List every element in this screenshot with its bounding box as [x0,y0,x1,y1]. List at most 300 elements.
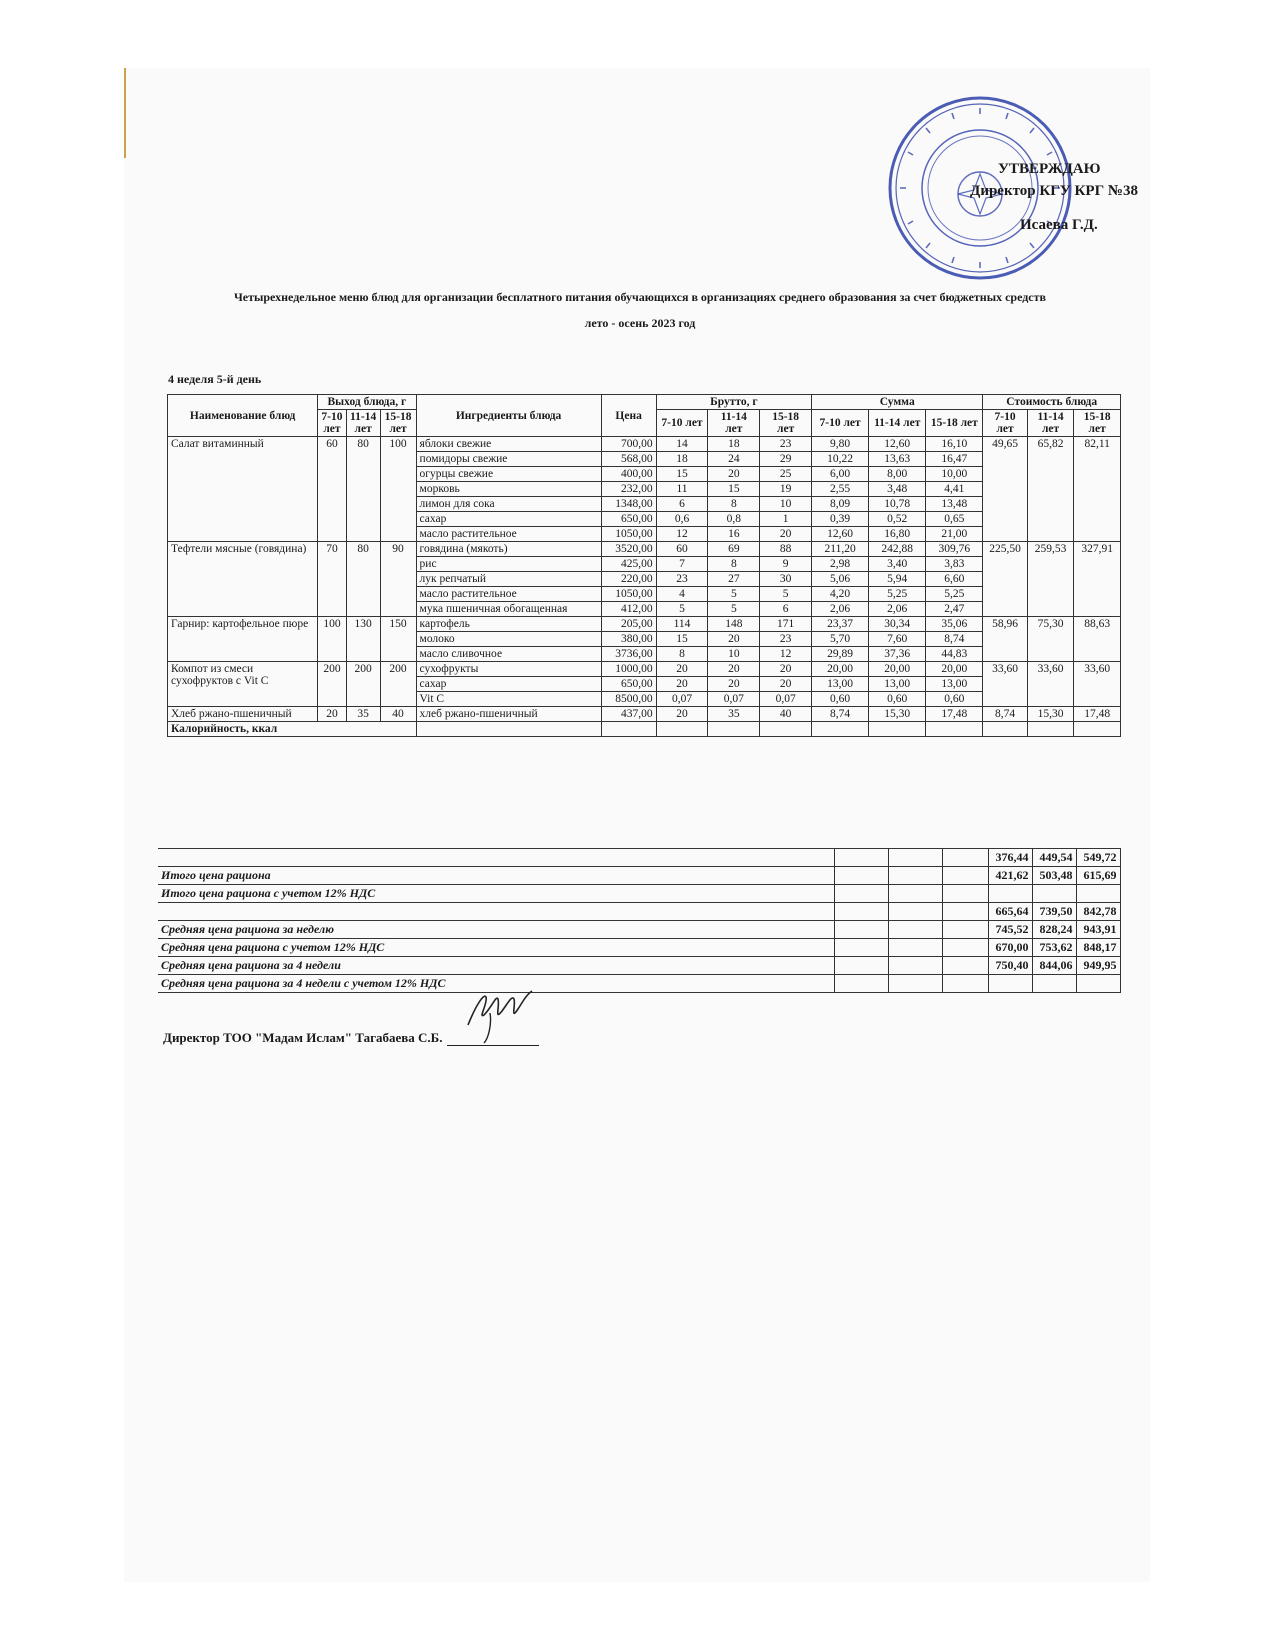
dish-cost: 33,60 [1074,662,1121,707]
ingredient-name: масло сливочное [416,647,601,662]
totals-empty [888,957,942,975]
dish-name: Гарнир: картофельное пюре [168,617,318,662]
ingredient-gross: 20 [656,677,708,692]
ingredient-sum: 2,98 [812,557,869,572]
dish-yield: 60 [318,437,347,542]
ingredient-gross: 20 [656,707,708,722]
col-ingredients: Ингредиенты блюда [416,395,601,437]
totals-empty [942,957,988,975]
dish-yield: 80 [346,437,380,542]
dish-name: Хлеб ржано-пшеничный [168,707,318,722]
totals-value: 739,50 [1032,903,1076,921]
dish-yield: 150 [380,617,416,662]
dish-cost: 33,60 [983,662,1027,707]
ingredient-gross: 0,07 [656,692,708,707]
ingredient-gross: 0,6 [656,512,708,527]
ingredient-sum: 21,00 [926,527,983,542]
ingredient-gross: 5 [656,602,708,617]
ingredient-sum: 4,41 [926,482,983,497]
ingredient-gross: 6 [656,497,708,512]
ingredient-sum: 12,60 [869,437,926,452]
ingredient-sum: 3,83 [926,557,983,572]
ingredient-name: масло растительное [416,587,601,602]
totals-value: 949,95 [1076,957,1120,975]
director-name: Директор ТОО "Мадам Ислам" Тагабаева С.Б. [163,1030,443,1045]
totals-label: Средняя цена рациона за неделю [158,921,834,939]
ingredient-name: помидоры свежие [416,452,601,467]
calories-cell [1074,722,1121,737]
ingredient-gross: 35 [708,707,760,722]
ingredient-gross: 14 [656,437,708,452]
col-age: 7-10 лет [983,410,1027,437]
dish-cost: 33,60 [1027,662,1074,707]
ingredient-sum: 6,60 [926,572,983,587]
dish-cost: 65,82 [1027,437,1074,542]
totals-empty [888,903,942,921]
ingredient-gross: 4 [656,587,708,602]
ingredient-sum: 13,48 [926,497,983,512]
ingredient-name: морковь [416,482,601,497]
ingredient-name: картофель [416,617,601,632]
col-age: 11-14 лет [1027,410,1074,437]
dish-name: Тефтели мясные (говядина) [168,542,318,617]
totals-label: Итого цена рациона [158,867,834,885]
ingredient-sum: 35,06 [926,617,983,632]
ingredient-price: 412,00 [601,602,656,617]
ingredient-gross: 5 [760,587,812,602]
totals-empty [888,939,942,957]
ingredient-gross: 12 [760,647,812,662]
col-age: 15-18 лет [380,410,416,437]
totals-label: Средняя цена рациона за 4 недели с учетом 12% НДС [158,975,834,993]
totals-value [1076,885,1120,903]
ingredient-name: лук репчатый [416,572,601,587]
totals-empty [834,867,888,885]
ingredient-sum: 0,60 [926,692,983,707]
dish-yield: 90 [380,542,416,617]
totals-row [158,849,1120,867]
ingredient-name: Vit C [416,692,601,707]
totals-label [158,903,834,921]
ingredient-gross: 20 [760,677,812,692]
col-age: 11-14 лет [708,410,760,437]
ingredient-price: 1050,00 [601,587,656,602]
totals-empty [834,939,888,957]
ingredient-sum: 5,25 [869,587,926,602]
ingredient-gross: 0,8 [708,512,760,527]
ingredient-name: мука пшеничная обогащенная [416,602,601,617]
ingredient-gross: 19 [760,482,812,497]
ingredient-name: огурцы свежие [416,467,601,482]
totals-empty [942,939,988,957]
ingredient-gross: 27 [708,572,760,587]
totals-empty [834,975,888,993]
calories-cell [601,722,656,737]
totals-empty [888,885,942,903]
signature-underline [447,1045,539,1046]
ingredient-sum: 15,30 [869,707,926,722]
table-row [168,707,1121,722]
ingredient-gross: 20 [656,662,708,677]
ingredient-gross: 9 [760,557,812,572]
dish-cost: 259,53 [1027,542,1074,617]
dish-cost: 15,30 [1027,707,1074,722]
ingredient-gross: 148 [708,617,760,632]
ingredient-price: 1050,00 [601,527,656,542]
totals-value: 449,54 [1032,849,1076,867]
ingredient-sum: 3,48 [869,482,926,497]
ingredient-gross: 40 [760,707,812,722]
col-age: 7-10 лет [812,410,869,437]
totals-value: 745,52 [988,921,1032,939]
totals-value: 665,64 [988,903,1032,921]
ingredient-gross: 0,07 [708,692,760,707]
dish-yield: 35 [346,707,380,722]
ingredient-gross: 5 [708,602,760,617]
ingredient-gross: 12 [656,527,708,542]
ingredient-sum: 16,47 [926,452,983,467]
ingredient-gross: 16 [708,527,760,542]
ingredient-sum: 13,00 [869,677,926,692]
week-day-label: 4 неделя 5-й день [168,372,262,386]
ingredient-gross: 8 [656,647,708,662]
ingredient-name: лимон для сока [416,497,601,512]
col-age: 15-18 лет [1074,410,1121,437]
totals-row [158,867,1120,885]
dish-cost: 75,30 [1027,617,1074,662]
ingredient-gross: 8 [708,557,760,572]
ingredient-price: 220,00 [601,572,656,587]
dish-yield: 200 [318,662,347,707]
table-row [168,617,1121,632]
totals-empty [834,957,888,975]
dish-yield: 40 [380,707,416,722]
ingredient-gross: 114 [656,617,708,632]
ingredient-sum: 0,65 [926,512,983,527]
menu-table-body [168,437,1121,737]
totals-row [158,957,1120,975]
ingredient-price: 400,00 [601,467,656,482]
totals-value: 753,62 [1032,939,1076,957]
totals-table [158,848,1121,993]
totals-empty [942,921,988,939]
ingredient-gross: 18 [656,452,708,467]
totals-body [158,849,1120,993]
calories-cell [983,722,1027,737]
ingredient-price: 425,00 [601,557,656,572]
ingredient-name: масло растительное [416,527,601,542]
ingredient-sum: 17,48 [926,707,983,722]
totals-empty [834,885,888,903]
ingredient-gross: 25 [760,467,812,482]
calories-row [168,722,1121,737]
ingredient-price: 205,00 [601,617,656,632]
ingredient-name: яблоки свежие [416,437,601,452]
ingredient-sum: 37,36 [869,647,926,662]
ingredient-gross: 69 [708,542,760,557]
ingredient-price: 3736,00 [601,647,656,662]
totals-value: 670,00 [988,939,1032,957]
ingredient-gross: 1 [760,512,812,527]
calories-cell [708,722,760,737]
ingredient-name: хлеб ржано-пшеничный [416,707,601,722]
ingredient-gross: 20 [760,662,812,677]
totals-row [158,975,1120,993]
calories-cell [416,722,601,737]
ingredient-sum: 4,20 [812,587,869,602]
totals-value [988,885,1032,903]
ingredient-gross: 29 [760,452,812,467]
dish-cost: 8,74 [983,707,1027,722]
ingredient-sum: 10,22 [812,452,869,467]
ingredient-price: 232,00 [601,482,656,497]
ingredient-sum: 2,06 [869,602,926,617]
ingredient-gross: 23 [656,572,708,587]
dish-cost: 49,65 [983,437,1027,542]
totals-value: 549,72 [1076,849,1120,867]
approval-title: УТВЕРЖДАЮ [998,161,1101,177]
dish-yield: 100 [380,437,416,542]
totals-value: 750,40 [988,957,1032,975]
ingredient-sum: 20,00 [926,662,983,677]
ingredient-sum: 10,78 [869,497,926,512]
ingredient-name: рис [416,557,601,572]
col-dish-name: Наименование блюд [168,395,318,437]
ingredient-sum: 6,00 [812,467,869,482]
totals-value [1032,885,1076,903]
ingredient-sum: 2,47 [926,602,983,617]
ingredient-sum: 242,88 [869,542,926,557]
ingredient-sum: 309,76 [926,542,983,557]
ingredient-price: 650,00 [601,512,656,527]
ingredient-gross: 171 [760,617,812,632]
page-subtitle: лето - осень 2023 год [584,316,696,330]
totals-row [158,939,1120,957]
ingredient-gross: 20 [708,677,760,692]
col-age: 11-14 лет [346,410,380,437]
ingredient-sum: 2,06 [812,602,869,617]
col-cost: Стоимость блюда [983,395,1121,410]
ingredient-sum: 5,25 [926,587,983,602]
ingredient-gross: 0,07 [760,692,812,707]
ingredient-gross: 10 [708,647,760,662]
ingredient-gross: 20 [708,662,760,677]
calories-cell [656,722,708,737]
col-gross: Брутто, г [656,395,811,410]
col-age: 7-10 лет [656,410,708,437]
totals-row [158,885,1120,903]
totals-label: Средняя цена рациона за 4 недели [158,957,834,975]
totals-empty [834,903,888,921]
dish-cost: 82,11 [1074,437,1121,542]
ingredient-sum: 16,80 [869,527,926,542]
ingredient-sum: 5,94 [869,572,926,587]
ingredient-price: 568,00 [601,452,656,467]
totals-empty [888,921,942,939]
ingredient-gross: 60 [656,542,708,557]
ingredient-price: 8500,00 [601,692,656,707]
totals-row [158,921,1120,939]
col-age: 11-14 лет [869,410,926,437]
table-row [168,542,1121,557]
dish-cost: 225,50 [983,542,1027,617]
totals-empty [888,975,942,993]
table-row [168,662,1121,677]
dish-yield: 100 [318,617,347,662]
dish-name: Компот из смеси сухофруктов с Vit C [168,662,318,707]
ingredient-gross: 15 [656,467,708,482]
ingredient-sum: 13,63 [869,452,926,467]
ingredient-gross: 23 [760,632,812,647]
totals-value [1032,975,1076,993]
ingredient-sum: 7,60 [869,632,926,647]
ingredient-sum: 16,10 [926,437,983,452]
ingredient-sum: 13,00 [926,677,983,692]
ingredient-price: 1000,00 [601,662,656,677]
ingredient-gross: 88 [760,542,812,557]
totals-value: 943,91 [1076,921,1120,939]
ingredient-name: сахар [416,512,601,527]
ingredient-sum: 9,80 [812,437,869,452]
ingredient-gross: 18 [708,437,760,452]
totals-value: 421,62 [988,867,1032,885]
ingredient-gross: 10 [760,497,812,512]
col-sum: Сумма [812,395,983,410]
totals-empty [942,885,988,903]
ingredient-gross: 20 [708,467,760,482]
calories-cell [1027,722,1074,737]
scan-edge [124,68,126,158]
ingredient-gross: 20 [708,632,760,647]
ingredient-price: 3520,00 [601,542,656,557]
ingredient-gross: 15 [656,632,708,647]
ingredient-sum: 30,34 [869,617,926,632]
ingredient-sum: 0,39 [812,512,869,527]
ingredient-sum: 44,83 [926,647,983,662]
ingredient-sum: 23,37 [812,617,869,632]
totals-value: 376,44 [988,849,1032,867]
col-price: Цена [601,395,656,437]
ingredient-gross: 11 [656,482,708,497]
ingredient-sum: 5,70 [812,632,869,647]
ingredient-sum: 8,74 [812,707,869,722]
ingredient-name: сахар [416,677,601,692]
dish-cost: 17,48 [1074,707,1121,722]
totals-empty [888,867,942,885]
totals-value: 848,17 [1076,939,1120,957]
table-row [168,437,1121,452]
approval-block [958,158,1138,236]
ingredient-sum: 0,52 [869,512,926,527]
totals-empty [942,867,988,885]
ingredient-name: сухофрукты [416,662,601,677]
totals-row [158,903,1120,921]
ingredient-price: 1348,00 [601,497,656,512]
ingredient-sum: 8,09 [812,497,869,512]
calories-cell [812,722,869,737]
ingredient-price: 380,00 [601,632,656,647]
col-age: 15-18 лет [760,410,812,437]
ingredient-gross: 15 [708,482,760,497]
totals-label [158,849,834,867]
totals-empty [942,849,988,867]
totals-value: 503,48 [1032,867,1076,885]
col-yield: Выход блюда, г [318,395,416,410]
totals-value: 844,06 [1032,957,1076,975]
calories-cell [926,722,983,737]
ingredient-sum: 5,06 [812,572,869,587]
totals-empty [834,849,888,867]
ingredient-sum: 0,60 [869,692,926,707]
ingredient-sum: 10,00 [926,467,983,482]
totals-label: Итого цена рациона с учетом 12% НДС [158,885,834,903]
totals-empty [942,975,988,993]
dish-yield: 70 [318,542,347,617]
menu-table [167,394,1121,737]
ingredient-gross: 7 [656,557,708,572]
ingredient-sum: 8,00 [869,467,926,482]
totals-value: 615,69 [1076,867,1120,885]
ingredient-gross: 20 [760,527,812,542]
calories-cell [869,722,926,737]
ingredient-gross: 6 [760,602,812,617]
ingredient-price: 700,00 [601,437,656,452]
approval-position: Директор КГУ КРГ №38 [970,183,1138,199]
approval-signer: Исаева Г.Д. [1020,217,1098,233]
ingredient-name: молоко [416,632,601,647]
dish-yield: 20 [318,707,347,722]
dish-cost: 88,63 [1074,617,1121,662]
ingredient-sum: 211,20 [812,542,869,557]
calories-cell [760,722,812,737]
ingredient-gross: 24 [708,452,760,467]
ingredient-gross: 30 [760,572,812,587]
ingredient-gross: 5 [708,587,760,602]
dish-yield: 200 [380,662,416,707]
ingredient-sum: 20,00 [869,662,926,677]
dish-name: Салат витаминный [168,437,318,542]
dish-yield: 80 [346,542,380,617]
totals-empty [888,849,942,867]
ingredient-gross: 23 [760,437,812,452]
totals-empty [834,921,888,939]
ingredient-name: говядина (мякоть) [416,542,601,557]
dish-yield: 200 [346,662,380,707]
ingredient-sum: 13,00 [812,677,869,692]
ingredient-sum: 2,55 [812,482,869,497]
page-title: Четырехнедельное меню блюд для организации бесплатного питания обучающихся в организациях среднего образования за счет бюджетных средств [233,290,1047,304]
totals-value: 828,24 [1032,921,1076,939]
totals-value: 842,78 [1076,903,1120,921]
handwritten-signature-icon [462,985,542,1045]
calories-label: Калорийность, ккал [168,722,417,737]
ingredient-sum: 12,60 [812,527,869,542]
ingredient-sum: 3,40 [869,557,926,572]
dish-cost: 327,91 [1074,542,1121,617]
col-age: 7-10 лет [318,410,347,437]
ingredient-sum: 29,89 [812,647,869,662]
ingredient-sum: 20,00 [812,662,869,677]
totals-empty [942,903,988,921]
dish-cost: 58,96 [983,617,1027,662]
ingredient-gross: 8 [708,497,760,512]
ingredient-price: 650,00 [601,677,656,692]
totals-label: Средняя цена рациона с учетом 12% НДС [158,939,834,957]
dish-yield: 130 [346,617,380,662]
ingredient-price: 437,00 [601,707,656,722]
ingredient-sum: 0,60 [812,692,869,707]
totals-value [1076,975,1120,993]
